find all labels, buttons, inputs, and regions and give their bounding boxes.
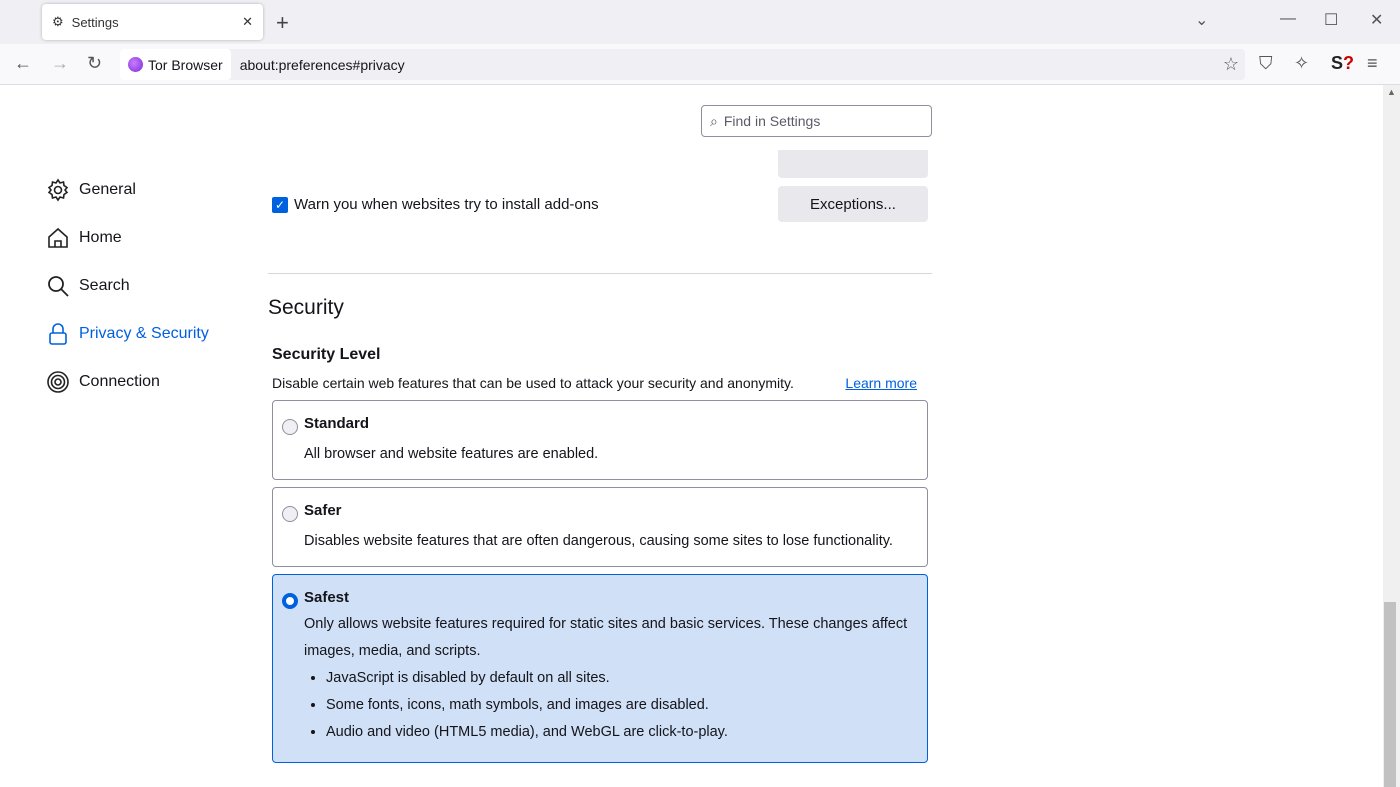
addons-exceptions-button[interactable]: Exceptions... [778,186,928,222]
reload-button[interactable]: ↻ [87,53,103,73]
checkmark-icon: ✓ [272,197,288,213]
security-option-safest[interactable]: Safest Only allows website features required for static sites and basic services. These changes affect images, media, and scripts. • JavaScript is disabled by default on all sites. • Some fonts, icons, math symbols, and images are disabled. • Audio and video (HTML5 media), and WebGL are click-to-play. [272,574,928,763]
onion-icon [46,370,70,394]
gear-icon: ⚙ [52,14,64,29]
sidebar-item-home[interactable]: Home [46,214,209,262]
tab-bar [0,0,1400,44]
learn-more-link[interactable]: Learn more [845,375,917,391]
radio-standard[interactable] [282,419,298,435]
nav-bar [0,44,1400,85]
url-text[interactable]: about:preferences#privacy [239,56,405,73]
warn-addons-checkbox[interactable]: ✓ Warn you when websites try to install add-ons [272,196,599,213]
find-in-settings-input[interactable]: ⌕ Find in Settings [701,105,932,137]
lock-icon [46,322,70,346]
sidebar-item-privacy-security[interactable]: Privacy & Security [46,310,209,358]
sidebar-item-connection[interactable]: Connection [46,358,209,406]
url-bar[interactable] [120,49,1245,80]
bookmark-star-icon[interactable]: ☆ [1222,54,1239,74]
tor-logo-icon [128,57,143,72]
list-tabs-button[interactable]: ⌄ [1195,12,1209,29]
radio-safest[interactable] [282,593,298,609]
tab-settings[interactable]: ⚙ Settings ✕ [42,4,263,40]
divider [268,273,932,274]
close-window-button[interactable]: ✕ [1370,12,1384,29]
safest-bullet: • Audio and video (HTML5 media), and WebGL are click-to-play. [326,719,927,746]
back-button[interactable]: ← [14,53,32,73]
close-tab-icon[interactable]: ✕ [242,14,253,29]
search-icon [46,274,70,298]
noscript-icon[interactable]: S? [1331,53,1355,73]
menu-icon[interactable]: ≡ [1367,53,1378,73]
security-level-description: Disable certain web features that can be used to attack your security and anonymity. Learn more [272,375,917,391]
security-option-standard[interactable]: Standard All browser and website features are enabled. [272,400,928,480]
security-heading: Security [268,296,344,319]
shield-icon[interactable]: ⛉ [1259,53,1273,73]
security-option-safer[interactable]: Safer Disables website features that are often dangerous, causing some sites to lose functionality. [272,487,928,567]
new-tab-button[interactable]: + [276,10,289,35]
safest-bullet: • JavaScript is disabled by default on all sites. [326,665,927,692]
sidebar [46,166,209,406]
home-icon [46,226,70,250]
identity-box[interactable]: Tor Browser [120,49,231,80]
gear-icon [46,178,70,202]
new-identity-icon[interactable]: ✧ [1294,53,1310,73]
search-icon: ⌕ [710,112,718,129]
maximize-button[interactable]: ☐ [1324,12,1339,29]
sidebar-item-general[interactable]: General [46,166,209,214]
radio-safer[interactable] [282,506,298,522]
scroll-up-icon[interactable]: ▲ [1387,87,1396,97]
scrollbar-thumb[interactable] [1384,602,1396,787]
sidebar-item-search[interactable]: Search [46,262,209,310]
safest-bullet: • Some fonts, icons, math symbols, and images are disabled. [326,692,927,719]
security-level-title: Security Level [272,346,381,363]
forward-button[interactable]: → [51,53,69,73]
minimize-button[interactable]: — [1280,10,1296,27]
exceptions-button-partial[interactable] [778,150,928,178]
